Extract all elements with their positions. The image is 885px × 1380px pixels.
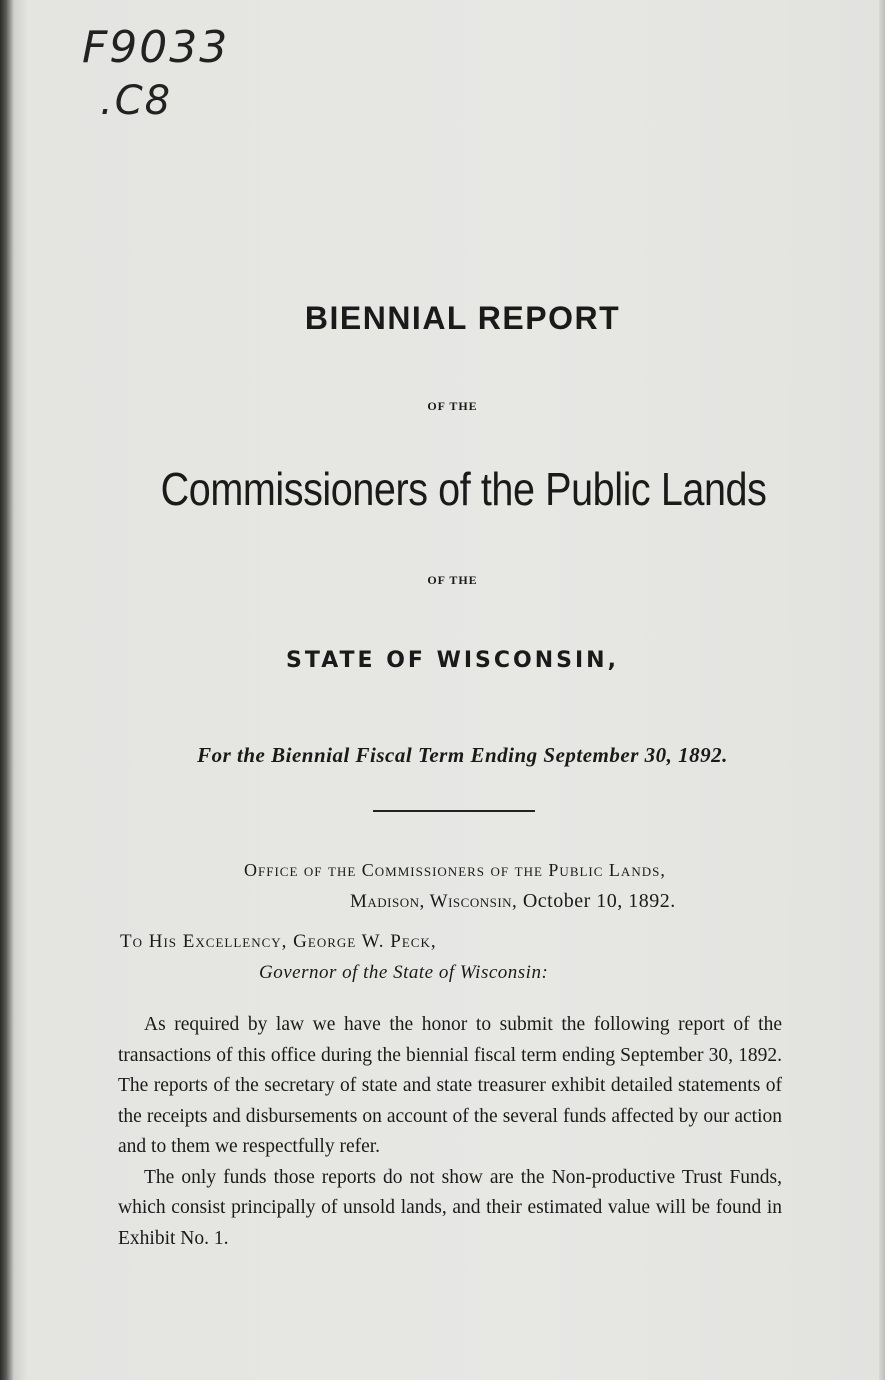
paragraph: The only funds those reports do not show are the Non-productive Trust Funds, which consist principally of unsold lands, and their estimated value will be found in Exhibit No. 1. [118, 1166, 782, 1249]
state-heading: STATE OF WISCONSIN, [286, 648, 619, 673]
of-the-connector-2: OF THE [427, 573, 478, 587]
handwritten-call-number-suffix: .C8 [100, 78, 173, 124]
place-date-line [350, 890, 676, 913]
letter-body [118, 1010, 782, 1254]
page-edge [879, 0, 885, 1380]
of-the-connector-1: OF THE [427, 399, 478, 413]
commissioners-heading: Commissioners of the Public Lands [160, 463, 767, 515]
report-heading: BIENNIAL REPORT [304, 300, 621, 336]
place: Madison, Wisconsin, [350, 891, 518, 912]
salutation: To His Excellency, George W. Peck, [120, 931, 437, 952]
fiscal-term-line: For the Biennial Fiscal Term Ending September 30, 1892. [197, 743, 728, 767]
governor-title: Governor of the State of Wisconsin: [259, 962, 549, 983]
date: October 10, 1892. [522, 890, 676, 912]
office-line: Office of the Commissioners of the Public Lands, [244, 860, 666, 880]
divider-rule [373, 810, 535, 812]
handwritten-call-number: F9033 [82, 22, 230, 73]
paragraph: As required by law we have the honor to submit the following report of the transactions of this office during the biennial fiscal term ending September 30, 1892. The reports of the secretary of state and state treasurer exhibit detailed statements of the receipts and disbursements on account of the several funds affected by our action and to them we respectfully refer. [118, 1014, 782, 1157]
